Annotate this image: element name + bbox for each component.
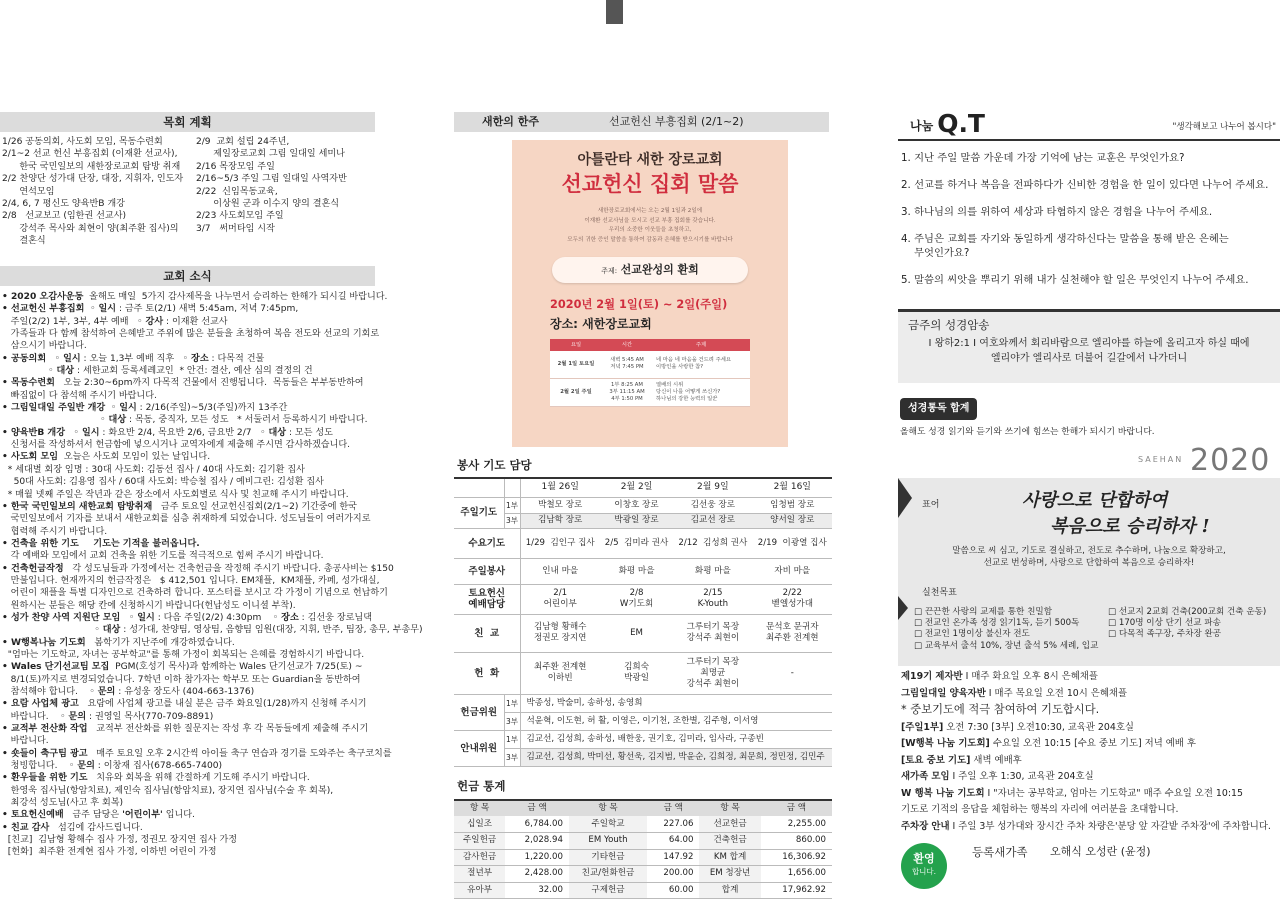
poster-col-head: 요일 [570, 341, 582, 348]
news-line: ◦ 대상 : 성가대, 찬양팀, 영상팀, 음향팀 임원(대장, 지휘, 반주, 팀장, 총무, 부총무) [2, 625, 423, 636]
poster-theme-label: 주제: [601, 267, 618, 276]
offering-item: 건축헌금 [699, 833, 760, 850]
news-line: 각 예배와 모임에서 교회 건축을 위한 기도를 적극적으로 힘써 주시기 바랍니다. [2, 551, 324, 562]
offering-amount: 6,784.00 [505, 816, 569, 833]
welcome-badge [901, 843, 947, 889]
poster-day: 2월 2일 주일 [560, 388, 592, 395]
svc-row-label: 수요기도 [454, 528, 520, 558]
poster-theme-box [552, 257, 748, 283]
reading-text: 올해도 성경 읽기와 듣기와 쓰기에 힘쓰는 한해가 되시기 바랍니다. [900, 427, 1155, 437]
service-title: 봉사 기도 담당 [457, 458, 532, 472]
poster-col-head: 시간 [621, 341, 633, 348]
goal-item: □ 전교인 온가족 성경 읽기1독, 듣기 500독 [914, 618, 1080, 629]
offering-item: 절년부 [454, 866, 505, 883]
plan-item: 결혼식 [2, 236, 46, 247]
offering-item: 십일조 [454, 816, 505, 833]
offering-amount: 2,255.00 [761, 816, 832, 833]
plan-item: 2/8 선교보고 (임한권 선교사) [2, 211, 127, 222]
offering-amount: 1,220.00 [505, 849, 569, 866]
welcome-badge-1: 환영 [913, 852, 935, 865]
news-line: • 친교 감사 섬김에 감사드립니다. [2, 822, 143, 833]
offering-amount: 17,962.92 [761, 882, 832, 899]
poster-topic: 네 마음 네 마음을 건드려 주세요 이방인을 사랑한 참? [656, 357, 731, 371]
offering-amount: 2,028.94 [505, 833, 569, 850]
poster-times: 새벽 5:45 AM 저녁 7:45 PM [610, 357, 644, 371]
news-line: • 교적부 전산화 작업 교적부 전산화를 위한 질문지는 작성 후 각 목동들에게 제출해 주시기 [2, 724, 369, 735]
svc-sub: 1부 [504, 497, 520, 513]
service-table [454, 477, 832, 767]
news-line: • 숏들이 축구팀 광고 매주 토요일 오후 2시간씩 아이들 축구 연습과 경기를 도와주는 축구코치를 [2, 748, 392, 759]
memory-title: 금주의 성경암송 [908, 318, 990, 332]
svc-cell: 그루터기 목장 강석주 최현이 [673, 614, 752, 652]
news-line: "엄마는 기도학교, 자녀는 공부학교"를 통해 가정이 회복되는 은혜를 경험하시기 바랍니다. [2, 649, 365, 660]
svc-cell: 김교선 장로 [673, 513, 752, 528]
vision-arrow-2 [898, 596, 908, 620]
qt-question: 5. 말씀의 씨앗을 뿌리기 위해 내가 실천해야 할 일은 무엇인지 나누어 주세요. [901, 274, 1249, 286]
svc-row-label: 주일기도 [454, 497, 504, 528]
svc-sub: 3부 [504, 712, 520, 730]
offering-amount: 227.06 [647, 816, 699, 833]
svc-cell: 화평 마을 [600, 558, 673, 584]
svc-date: 2월 16일 [753, 478, 832, 497]
plan-item: 한국 국민일보의 새한장로교회 탐방 취재 [2, 161, 181, 172]
poster-topic: 열배의 시위 당신이 나를 어떻게 쓰신가? 하나님의 강한 능력의 일꾼 [656, 381, 721, 402]
svc-date: 2월 2일 [600, 478, 673, 497]
notice-line: [토요 중보 기도] 새벽 예배후 [901, 754, 1022, 766]
plan-item: 2/16 목장모임 주일 [195, 161, 275, 172]
news-line: • 환우들을 위한 기도 치유와 회복을 위해 간절하게 기도해 주시기 바랍니다. [2, 773, 310, 784]
poster-body [512, 207, 788, 245]
goals-left [914, 607, 1098, 652]
news-line: 최강석 성도님(사고 후 회복) [2, 798, 124, 809]
hansu-title: 새한의 한주 [482, 115, 539, 128]
notice-line: 주차장 안내 I 주일 3부 성가대와 장시간 주차 차량은'분당 앞 자갈밭 주차장'에 주차합니다. [901, 820, 1271, 832]
plan-item: 2/23 사도회모임 주일 [195, 211, 284, 222]
svc-row-label: 토요헌신 예배담당 [454, 584, 520, 614]
poster-theme: 선교완성의 환희 [620, 263, 699, 277]
hansu-subtitle: 선교헌신 부흥집회 (2/1~2) [609, 115, 744, 128]
plan-item: 제일장로교회 그림 일대일 세미나 [195, 149, 345, 160]
svc-wide: 김교선, 김성희, 박미선, 황선욱, 김지범, 박윤순, 김희정, 최문희, 정민정, 김민주 [520, 748, 832, 766]
qt-tagline: "생각해보고 나누어 봅시다" [1172, 121, 1276, 132]
news-line: 바랍니다. ◦ 문의 : 권영일 목사(770-709-8891) [2, 711, 214, 722]
qt-questions [898, 141, 1280, 287]
goal-item: □ 전교인 1명이상 불신자 전도 [914, 629, 1030, 640]
vision-box [898, 478, 1280, 666]
plan-item: 1/26 공동의회, 사도회 모임, 목동수련회 [2, 137, 163, 147]
poster-date: 2020년 2월 1일(토) ~ 2일(주일) [550, 298, 728, 312]
svc-row-label: 주일봉사 [454, 558, 520, 584]
svc-row-label: 친 교 [454, 614, 520, 652]
offering-item: 구제헌금 [569, 882, 647, 899]
svc-cell: 2/12 김성희 권사 [673, 528, 752, 558]
goal-item: □ 170명 이상 단기 선교 파송 [1108, 618, 1221, 629]
poster-place: 장소: 새한장로교회 [550, 317, 652, 332]
svc-cell: 2/19 이광열 집사 [753, 528, 832, 558]
news-line: 청빙합니다. ◦ 문의 : 이창재 집사(678-665-7400) [2, 761, 223, 772]
notice-line: W 행복 나눔 기도회 I "자녀는 공부학교, 엄마는 기도학교" 매주 수요일 오전 10:15 [901, 787, 1243, 799]
plan-item: 이상원 군과 이수지 양의 결혼식 [195, 199, 340, 210]
news-line: 한영욱 집사님(항암치료), 제인숙 집사님(항암치료), 장지연 집사님(수술 후 회복), [2, 785, 334, 796]
svc-sub: 3부 [504, 748, 520, 766]
news-line: • 양육반B 개강 ◦ 일시 : 화요반 2/4, 목요반 2/6, 금요반 2/7 ◦ 대상 : 모든 성도 [2, 427, 333, 438]
plan-item: 2/2 찬양단 성가대 단장, 대장, 지휘자, 인도자 [2, 174, 184, 185]
offering-item: 기타헌금 [569, 849, 647, 866]
notice-line: [주일1부] 오전 7:30 [3부] 오전10:30, 교육관 204호실 [901, 721, 1134, 733]
news-line: 50대 사도회: 김용영 집사 / 60대 사도회: 박승철 집사 / 예비그린: 김성환 집사 [2, 477, 324, 488]
svc-date: 1월 26일 [520, 478, 600, 497]
svc-cell: 2/1 어린이부 [520, 584, 600, 614]
plan-left-list [2, 136, 196, 248]
offering-title: 헌금 통계 [457, 779, 506, 793]
offering-amount: 200.00 [647, 866, 699, 883]
news-line: • 성가 찬양 사역 지원단 모임 ◦ 일시 : 다음 주일(2/2) 4:30pm ◦ 장소 : 김선웅 장로님댁 [2, 612, 372, 623]
event-poster [512, 140, 788, 447]
offering-amount: 60.00 [647, 882, 699, 899]
poster-body-line: 우리의 소중한 이웃들을 초청하고, [608, 227, 692, 234]
news-line: 바랍니다. [2, 736, 49, 747]
svc-cell: 김남형 황해수 정권모 장지연 [520, 614, 600, 652]
svc-cell: 문석호 문귀자 최주환 전계현 [753, 614, 832, 652]
offering-item: 주일학교 [569, 816, 647, 833]
news-line: • 요람 사업체 광고 요람에 사업체 광고를 내실 분은 금주 화요일(1/28)까지 신청해 주시기 [2, 699, 367, 710]
news-line: • 건축헌금작정 각 성도님들과 가정에서는 건축헌금을 작정해 주시기 바랍니다. 총공사비는 $150 [2, 563, 394, 574]
svc-sub: 1부 [504, 730, 520, 748]
news-line: * 매월 넷째 주일은 작년과 같은 장소에서 사도회별로 식사 및 친교해 주시기 바랍니다. [2, 489, 349, 500]
offering-col-head: 항 목 [454, 800, 505, 816]
welcome-label: 등록새가족 [972, 845, 1028, 859]
news-line: • 사도회 모임 오늘은 사도회 모임이 있는 날입니다. [2, 452, 211, 463]
svc-row-label: 헌 화 [454, 652, 520, 694]
offering-amount: 1,656.00 [761, 866, 832, 883]
news-line: ◦ 대상 : 세한교회 등록세례교인 * 안건: 결산, 예산 심의 결정의 건 [2, 366, 313, 377]
qt-question: 2. 선교를 하거나 복음을 전파하다가 신비한 경험을 한 일이 있다면 나누어 주세요. [901, 179, 1269, 191]
svc-cell: 임청범 장로 [753, 497, 832, 513]
goal-item: □ 선교지 2교회 건축(200교회 건축 운동) [1108, 607, 1267, 617]
motto-1: 사랑으로 단합하여 [1022, 490, 1168, 511]
news-line: * 세대별 회장 임명 : 30대 사도회: 김동선 집사 / 40대 사도회: 김기환 집사 [2, 464, 305, 475]
plan-item: 강석주 목사와 최현이 양(최주환 집사)의 [2, 223, 179, 234]
offering-item: EM 청장년 [699, 866, 760, 883]
notice-line: [W행복 나눔 기도회] 수요일 오전 10:15 [수요 중보 기도] 저녁 예배 후 [901, 738, 1196, 749]
news-line: 참석해야 합니다. ◦ 문의 : 유성웅 장도사 (404-663-1376) [2, 687, 255, 697]
vision-desc-2: 선교로 번성하며, 사랑으로 단합하여 복음으로 승리하자! [983, 558, 1195, 568]
plan-item: 2/1~2 선교 헌신 부흥집회 (이재환 선교사), [2, 149, 178, 160]
memory-line: I 왕하2:1 I 여호와께서 회리바람으로 엘리야를 하늘에 올리고자 하실 때에 [928, 338, 1250, 350]
offering-col-head: 금 액 [505, 800, 569, 816]
svc-cell: 박철모 장로 [520, 497, 600, 513]
motto-2: 복음으로 승리하자 ! [1050, 516, 1210, 537]
offering-col-head: 항 목 [699, 800, 760, 816]
svc-cell: 2/5 김미라 권사 [600, 528, 673, 558]
news-line: • 목동수련회 오늘 2:30~6pm까지 다목적 건물에서 진행됩니다. 목동들은 부부동반하여 [2, 378, 364, 389]
offering-amount: 860.00 [761, 833, 832, 850]
memory-verse [898, 333, 1280, 366]
news-title: 교회 소식 [0, 266, 375, 286]
poster-times: 1부 8:25 AM 3부 11:15 AM 4부 1:50 PM [609, 381, 645, 402]
qt-question: 3. 하나님의 의를 위하여 세상과 타협하지 않은 경험을 나누어 주세요. [901, 206, 1213, 218]
news-line: • W행복나눔 기도회 봄학기가 지난주에 개강하였습니다. [2, 637, 235, 648]
offering-amount: 16,306.92 [761, 849, 832, 866]
svc-cell: 김남학 장로 [520, 513, 600, 528]
notice-line: 제19기 제자반 I 매주 화요일 오후 8시 은혜채플 [901, 671, 1098, 682]
svc-head-blank [504, 478, 520, 497]
qt-prefix: 나눔 [910, 119, 934, 134]
poster-title: 선교헌신 집회 말씀 [561, 172, 739, 197]
news-line: 신청서를 작성하셔서 헌금함에 넣으시거나 교역자에게 제출해 주시면 감사하겠습니다. [2, 440, 351, 451]
vision-year: 2020 [1190, 443, 1271, 478]
poster-body-line: 이재환 선교사님을 모시고 선교 부흥 집회를 갖습니다. [584, 217, 716, 224]
svc-cell: 최주환 전계현 이하빈 [520, 652, 600, 694]
offering-item: 유아부 [454, 882, 505, 899]
svc-cell: 화평 마을 [673, 558, 752, 584]
news-line: • 그림일대일 주일반 개강 ◦ 일시 : 2/16(주일)~5/3(주일)까지 13주간 [2, 403, 288, 414]
goal-item: □ 교육부서 출석 10%, 장년 출석 5% 세례, 입교 [914, 640, 1099, 651]
reading-badge: 성경통독 합계 [900, 398, 977, 420]
qt-question: 1. 지난 주일 말씀 가운데 가장 기억에 남는 교훈은 무엇인가요? [901, 152, 1185, 164]
offering-item: 선교헌금 [699, 816, 760, 833]
poster-row [550, 351, 750, 379]
memory-box [898, 309, 1280, 383]
plan-item: 연석모임 [2, 186, 55, 197]
offering-item: EM Youth [569, 833, 647, 850]
qt-question: 4. 주님은 교회를 자기와 동일하게 생각하신다는 말씀을 통해 받은 은혜는 [901, 233, 1229, 245]
svc-cell: 1/29 김인구 집사 [520, 528, 600, 558]
news-line: • Wales 단기선교팀 모집 PGM(호성기 목사)과 함께하는 Wales 단기선교가 7/25(토) ~ [2, 662, 363, 673]
news-line: • 건축을 위한 기도 기도는 기적을 불러옵니다. [2, 538, 200, 549]
svc-wide: 박종성, 박술미, 송하성, 송영희 [520, 694, 832, 712]
offering-item: 주일헌금 [454, 833, 505, 850]
news-line: • 선교헌신 부흥집회 ◦ 일시 : 금주 토(2/1) 새벽 5:45am, 저녁 7:45pm, [2, 304, 299, 315]
svc-cell: 양서일 장로 [753, 513, 832, 528]
offering-amount: 32.00 [505, 882, 569, 899]
svc-cell: 그루터기 목장 최명균 강석주 최현이 [673, 652, 752, 694]
news-line: 삼으시기 바랍니다. [2, 341, 87, 352]
svc-cell: 인내 마을 [520, 558, 600, 584]
news-line: • 2020 오감사운동 올해도 매일 5가지 감사제목을 나누면서 승리하는 한해가 되시길 바랍니다. [2, 292, 388, 302]
news-line: 원하시는 분들은 해당 칸에 신청하시기 바랍니다(헌납성도 이니셜 부착). [2, 600, 296, 611]
news-line: • 한국 국민일보의 새한교회 탐방취재 금주 토요일 선교헌신집회(2/1~2) 기간중에 한국 [2, 501, 357, 512]
goals-right [1108, 607, 1266, 641]
svc-cell: 이창호 장로 [600, 497, 673, 513]
plan-item: 2/22 신임목동교육, [195, 186, 278, 197]
svc-wide: 석윤혁, 이도현, 허 활, 이영은, 이기천, 조한별, 김주형, 이서영 [520, 712, 832, 730]
svc-cell: 2/8 W기도회 [600, 584, 673, 614]
notices-list [901, 669, 1280, 835]
notice-line: * 중보기도에 적극 참여하여 기도합시다. [901, 703, 1100, 716]
poster-day: 2월 1일 토요일 [557, 360, 595, 367]
news-line: 주일(2/2) 1부, 3부, 4부 예배 ◦ 강사 : 이재환 선교사 [2, 316, 228, 327]
memory-line: 엘리야가 엘리사로 더불어 길갈에서 나가더니 [990, 353, 1188, 365]
offering-amount: 147.92 [647, 849, 699, 866]
offering-col-head: 항 목 [569, 800, 647, 816]
plan-right-list [196, 136, 375, 248]
notice-line: 그림일대일 양육자반 I 매주 목요일 오전 10시 은혜채플 [901, 687, 1128, 699]
news-line: 8/1(토)까지로 변경되었습니다. 7학년 이하 참가자는 학부모 또는 Guardian을 동반하여 [2, 674, 361, 685]
svc-head-blank [454, 478, 504, 497]
svc-cell: 자비 마을 [753, 558, 832, 584]
vision-desc-1: 말씀으로 씨 심고, 기도로 결실하고, 전도로 추수하며, 나눔으로 확장하고, [952, 546, 1226, 556]
offering-table [454, 799, 832, 899]
plan-item: 2/4, 6, 7 평신도 양육반B 개강 [2, 199, 125, 210]
svc-cell: 2/22 벧엘성가대 [753, 584, 832, 614]
news-line: 가족들과 다 함께 참석하여 은혜받고 주위에 많은 분들을 초청하여 복음 전도와 선교의 기회로 [2, 329, 380, 340]
plan-item: 2/16~5/3 주일 그림 일대일 사역자반 [195, 174, 347, 185]
plan-item: 3/7 써머타임 시작 [195, 223, 275, 234]
offering-item: KM 합계 [699, 849, 760, 866]
welcome-names: 오해식 오성란 (윤정) [1050, 845, 1151, 858]
goal-item: □ 끈끈한 사랑의 교제를 통한 친밀함 [914, 607, 1053, 617]
svc-wide: 김교선, 김성희, 송하성, 배한웅, 권기호, 김미라, 임사라, 구종빈 [520, 730, 832, 748]
offering-col-head: 금 액 [647, 800, 699, 816]
news-line: ◦ 대상 : 목동, 중직자, 모든 성도 * 서둘러서 등록하시기 바랍니다. [2, 415, 368, 426]
notice-line: 기도로 기적의 응답을 체험하는 행복의 자리에 여러분을 초대합니다. [901, 804, 1179, 815]
poster-church: 아틀란타 새한 장로교회 [577, 152, 723, 168]
offering-amount: 64.00 [647, 833, 699, 850]
vision-arrow [898, 478, 912, 518]
news-line: • 토요헌신예배 금주 담당은 '어린이부' 입니다. [2, 810, 195, 821]
goal-item: □ 다목적 족구장, 주차장 완공 [1108, 629, 1222, 640]
offering-item: 감사헌금 [454, 849, 505, 866]
offering-item: 친교/헌화헌금 [569, 866, 647, 883]
svc-date: 2월 9일 [673, 478, 752, 497]
offering-item: 합계 [699, 882, 760, 899]
svc-cell: - [753, 652, 832, 694]
svc-cell: 김희숙 박광일 [600, 652, 673, 694]
svc-row-label: 헌금위원 [454, 694, 504, 730]
poster-schedule [550, 339, 750, 407]
news-line: 빠짐없이 다 참석해 주시기 바랍니다. [2, 390, 157, 401]
news-list [0, 286, 423, 859]
pyo-label: 표어 [922, 500, 940, 510]
saehan-label: SAEHAN [1138, 455, 1184, 464]
svc-sub: 3부 [504, 513, 520, 528]
svc-cell: EM [600, 614, 673, 652]
news-line: [헌화] 최주환 전계현 집사 가정, 이하빈 어린이 가정 [2, 847, 217, 858]
svc-row-label: 안내위원 [454, 730, 504, 766]
svc-cell: 2/15 K-Youth [673, 584, 752, 614]
poster-body-line: 새한장로교회에서는 오는 2월 1일과 2일에 [597, 208, 703, 215]
qt-title: Q.T [937, 109, 985, 138]
svc-cell: 박광일 장로 [600, 513, 673, 528]
news-line: • 공동의회 ◦ 일시 : 오늘 1,3부 예배 직후 ◦ 장소 : 다목적 건물 [2, 353, 265, 364]
plan-item: 2/9 교회 설립 24주년, [195, 137, 290, 147]
poster-row [550, 379, 750, 407]
news-line: 협력해 주시기 바랍니다. [2, 526, 108, 537]
page-marker [606, 0, 623, 24]
offering-amount: 2,428.00 [505, 866, 569, 883]
svc-sub: 1부 [504, 694, 520, 712]
offering-col-head: 금 액 [761, 800, 832, 816]
plan-title: 목회 계획 [0, 112, 375, 132]
welcome-badge-2: 합니다. [911, 866, 937, 876]
goal-label: 실천목표 [922, 588, 957, 598]
news-line: 만불입니다. 현재까지의 헌금작정은 $ 412,501 입니다. EM채플, KM채플, 카페, 성가대실, [2, 575, 380, 586]
news-line: 국민일보에서 기자를 보내서 새한교회를 심층 취재하게 되었습니다. 성도님들이 여러가지로 [2, 514, 371, 525]
news-line: [친교] 김남형 황해수 집사 가정, 정권모 장지연 집사 가정 [2, 835, 238, 846]
qt-question: 무엇인가요? [901, 247, 970, 259]
news-line: 어린이 채플을 특별 디자인으로 건축하려 합니다. 포스터를 보시고 각 가정이 기념으로 헌납하기 [2, 588, 388, 599]
poster-col-head: 주제 [695, 341, 707, 348]
notice-line: 새가족 모임 I 주일 오후 1:30, 교육관 204호실 [901, 771, 1094, 782]
poster-body-line: 모두의 귀한 증인 말씀을 통하여 감동과 은혜를 받으시기를 바랍니다 [567, 236, 733, 243]
svc-cell: 김선웅 장로 [673, 497, 752, 513]
